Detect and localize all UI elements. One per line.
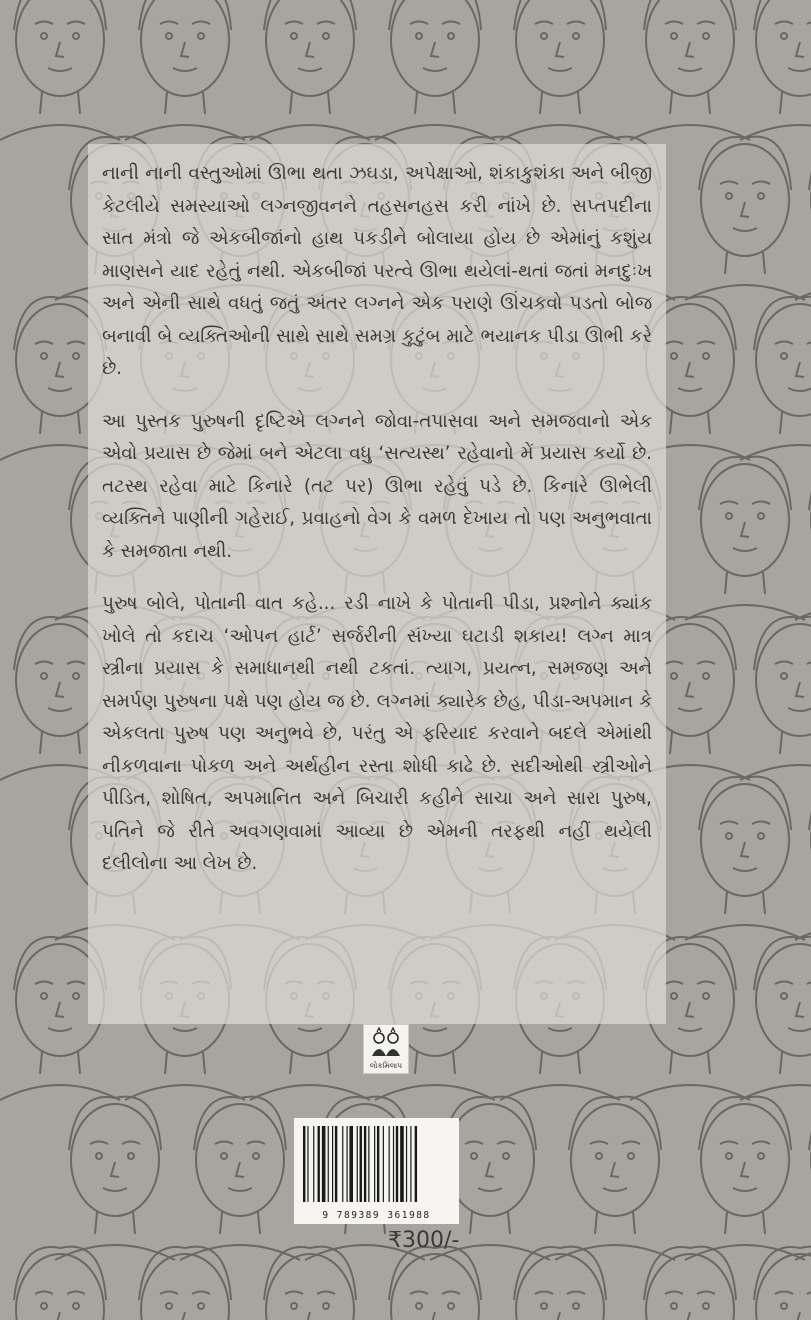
face-doodle (795, 777, 811, 940)
face-doodle (740, 937, 811, 1100)
barcode-bar (342, 1126, 343, 1202)
price-label: ₹300/- (388, 1228, 460, 1253)
face-doodle (555, 1097, 675, 1260)
blurb-paragraph-1: નાની નાની વસ્તુઓમાં ઊભા થતા ઝઘડા, અપેક્ષાઓ, શંકાકુશંકા અને બીજી કેટલીયે સમસ્યાઓ લગ્નજીવનને તહસનહસ કરી નાંખે છે. સપ્તપદીના સાત મંત્રો જે એકબીજાંનો હાથ પકડીને બોલાયા હોય છે એમાંનું કશુંય માણસને યાદ રહેતું નથી. એકબીજાં પરત્વે ઊભા થયેલાં-થતાં જતાં મનદુઃખ અને એની સાથે વધતું જતું અંતર લગ્નને એક પરાણે ઊંચકવો પડતો બોજ બનાવી બે વ્યક્તિઓની સાથે સાથે સમગ્ર કુટુંબ માટે ભયાનક પીડા ઊભી કરે છે. (102, 163, 652, 379)
isbn-barcode (294, 1118, 459, 1224)
barcode-bar (389, 1126, 390, 1202)
barcode-bar (328, 1126, 329, 1202)
barcode-bar (400, 1126, 404, 1202)
face-doodle (180, 1097, 300, 1260)
blurb-panel (88, 144, 666, 1024)
barcode-bar (377, 1126, 379, 1202)
face-doodle (0, 0, 120, 140)
barcode-bar (396, 1126, 398, 1202)
barcode-bar (303, 1126, 305, 1202)
face-doodle (795, 1097, 811, 1260)
barcode-bar (374, 1126, 375, 1202)
face-doodle (795, 457, 811, 620)
face-doodle (740, 0, 811, 140)
face-doodle (685, 1097, 805, 1260)
barcode-bar (410, 1126, 411, 1202)
barcode-bar (383, 1126, 384, 1202)
isbn-number: 9 789389 361988 (322, 1210, 431, 1221)
barcode-bar (393, 1126, 394, 1202)
barcode-bar (406, 1126, 407, 1202)
face-doodle (500, 0, 620, 140)
face-doodle (125, 0, 245, 140)
barcode-bar (332, 1126, 333, 1202)
barcode-bar (347, 1126, 348, 1202)
face-doodle (630, 0, 750, 140)
blurb-paragraph-2: આ પુસ્તક પુરુષની દૃષ્ટિએ લગ્નને જોવા-તપાસવા અને સમજવાનો એક એવો પ્રયાસ છે જેમાં બને એટલા વધુ ‘સત્યસ્થ’ રહેવાનો મેં પ્રયાસ કર્યો છે. તટસ્થ રહેવા માટે કિનારે (તટ પર) ઊભા રહેવું પડે છે. કિનારે ઊભેલી વ્યક્તિને પાણીની ગહેરાઈ, પ્રવાહનો વેગ કે વમળ દેખાય તો પણ અનુભવાતા કે સમજાતા નથી. (102, 410, 652, 562)
barcode-bars (303, 1126, 450, 1202)
face-doodle (740, 617, 811, 780)
face-doodle (250, 0, 370, 140)
face-doodle (795, 137, 811, 300)
publisher-emblem-icon (364, 1026, 408, 1062)
barcode-bar (318, 1126, 320, 1202)
face-doodle (55, 1097, 175, 1260)
barcode-bar (357, 1126, 358, 1202)
barcode-bar (415, 1126, 417, 1202)
face-doodle (375, 0, 495, 140)
barcode-bar (322, 1126, 326, 1202)
face-doodle (685, 137, 805, 300)
publisher-logo (363, 1024, 409, 1074)
barcode-bar (364, 1126, 366, 1202)
barcode-bar (349, 1126, 353, 1202)
face-doodle (740, 297, 811, 460)
face-doodle (685, 457, 805, 620)
barcode-bar (368, 1126, 369, 1202)
barcode-bar (307, 1126, 308, 1202)
blurb-paragraph-3: પુરુષ બોલે, પોતાની વાત કહે... રડી નાખે કે પોતાની પીડા, પ્રશ્નોને ક્યાંક ખોલે તો કદાચ ‘ઓપન હાર્ટ’ સર્જરીની સંખ્યા ઘટાડી શકાય! લગ્ન માત્ર સ્ત્રીના પ્રયાસ કે સમાધાનથી નથી ટકતાં. ત્યાગ, પ્રયત્ન, સમજણ અને સમર્પણ પુરુષના પક્ષે પણ હોય જ છે. લગ્નમાં ક્યારેક છેહ, પીડા-અપમાન કે એકલતા પુરુષ પણ અનુભવે છે, પરંતુ એ ફરિયાદ કરવાને બદલે એમાંથી નીકળવાના પોકળ અને અર્થહીન રસ્તા શોધી કાઢે છે. સદીઓથી સ્ત્રીઓને પીડિત, શોષિત, અપમાનિત અને બિચારી કહીને સાચા અને સારા પુરુષ, પતિને જે રીતે અવગણવામાં આવ્યા છે એમની તરફથી નહીં થયેલી દલીલોના આ લેખ છે. (102, 593, 652, 874)
face-doodle (685, 777, 805, 940)
publisher-name: લોકમિલાપ (369, 1061, 403, 1070)
barcode-bar (313, 1126, 314, 1202)
barcode-bar (360, 1126, 362, 1202)
barcode-bar (335, 1126, 337, 1202)
